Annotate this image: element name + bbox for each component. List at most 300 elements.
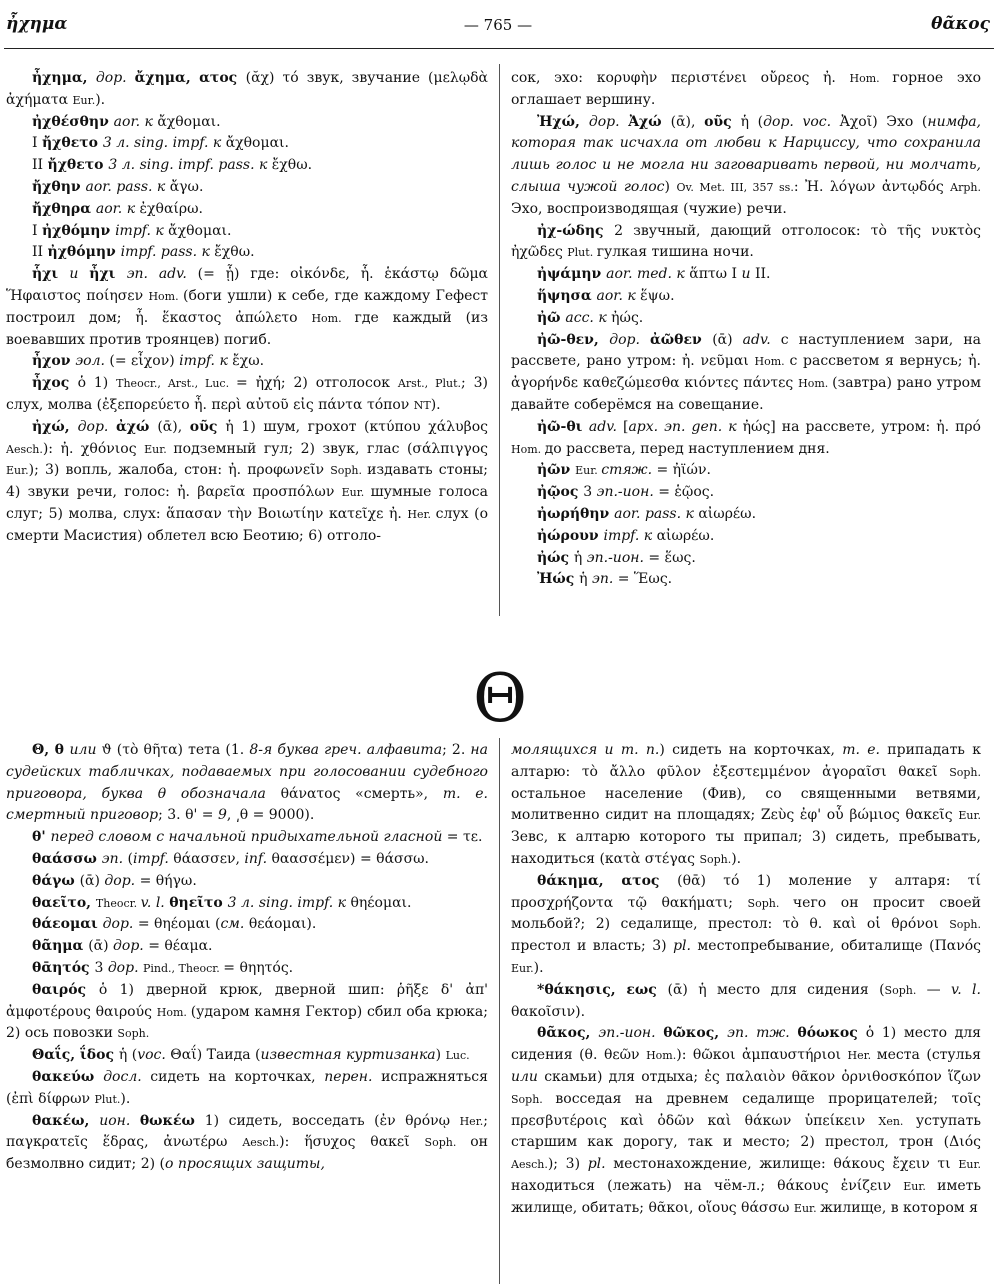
entry-text: эп.-ион. — [586, 549, 649, 566]
entry-text: = Ἕως. — [617, 571, 673, 588]
dictionary-entry — [6, 155, 488, 177]
entry-text: = θηέομαι ( — [137, 916, 221, 933]
entry-text: ἄχθομαι. — [168, 222, 232, 239]
entry-text: (ᾱ), — [670, 113, 705, 130]
source-abbreviation: Eur. — [72, 93, 96, 107]
entry-text: (ᾱ) — [79, 872, 105, 889]
dictionary-entry — [6, 351, 488, 373]
dictionary-entry — [6, 373, 488, 417]
source-abbreviation: Arst., Plut. — [397, 377, 462, 391]
headword: ἠψάμην — [537, 266, 607, 283]
entry-text: θεάομαι). — [248, 916, 317, 933]
entry-text: он безмолвно сидит; 2) ( — [6, 1134, 488, 1173]
entry-text: с наступлением зари, на рассвете, рано утром: ἠ. νεῦμαι — [511, 331, 981, 370]
headword: ἦχι — [89, 266, 127, 283]
entry-text: v. l. — [951, 981, 981, 998]
entry-text: = ἠϊών. — [656, 462, 711, 479]
headword: θάεομαι — [32, 916, 103, 933]
entry-text: (ударом камня Гектор) сбил оба крюка; 2) ось повозки — [6, 1003, 488, 1042]
entry-text: арх. эп. gen. к — [628, 418, 743, 435]
dictionary-entry — [511, 68, 981, 112]
entry-text: нимфа, которая так исчахла от любви к Нарциссу, что сохранила лишь голос и не могла ни заговаривать первой, ни молчать, слыша чужой голос — [511, 113, 981, 195]
source-abbreviation: NT — [413, 398, 431, 412]
headword: θᾶημα — [32, 938, 89, 955]
entry-text: или — [69, 742, 102, 758]
entry-text: дор. — [77, 418, 116, 435]
headword: ἠῷος — [537, 484, 584, 501]
headword: ἠῶ — [537, 309, 566, 326]
entry-text: θακοῖσιν). — [511, 1003, 586, 1020]
entry-text: находиться (лежать) на чём-л.; θάκους ἐνίζειν — [511, 1177, 904, 1194]
page-number: — 765 — — [463, 16, 533, 34]
entry-text: ; 3) слух, молва (ἐξεπορεύετο ἦ. περὶ αὐτοῦ εἰς πάντα τόπον — [6, 375, 488, 413]
source-abbreviation: Hom. — [148, 289, 184, 303]
entry-text: припадать к алтарю: τὸ ἄλλο φῦλον ἐξεστεμμένον ἀγοραῖσι θακεῖ — [511, 742, 981, 780]
source-abbreviation: Soph. — [330, 464, 368, 478]
entry-text: (завтра) рано утром давайте соберёмся на совещание. — [511, 375, 981, 413]
entry-text: эп. — [591, 571, 618, 588]
dictionary-entry — [511, 1023, 981, 1219]
entry-text: (ᾱ), — [157, 418, 190, 435]
dictionary-entry — [6, 740, 488, 827]
entry-text: ; παγκρατεῖς ἕδρας, ἀνωτέρω — [6, 1112, 488, 1151]
entry-text: 3 — [583, 484, 597, 501]
source-abbreviation: Hom. — [511, 442, 545, 456]
entry-text: ); 3) — [547, 1156, 588, 1173]
entry-text: гулкая тишина ночи. — [596, 244, 754, 261]
entry-text: 9 — [218, 807, 227, 824]
dictionary-entry — [511, 482, 981, 504]
dictionary-entry — [511, 264, 981, 286]
entry-text: = θηητός. — [223, 959, 294, 976]
entry-text: ); 3) вопль, жалоба, стон: ἠ. προφωνεῖν — [28, 462, 331, 479]
entry-text: inf. — [244, 850, 272, 867]
entry-text: ). — [533, 959, 544, 976]
running-header — [6, 10, 990, 44]
entry-text: ) сидеть на корточках, — [659, 742, 843, 758]
entry-text: (ᾱ) ἡ место для сидения ( — [667, 981, 885, 998]
entry-text: эп. — [101, 850, 128, 867]
dictionary-entry — [6, 242, 488, 264]
entry-text: дор. — [95, 70, 135, 86]
entry-text: impf. pass. к — [120, 244, 215, 261]
dictionary-entry — [6, 893, 488, 915]
entry-text: дор. voc. — [763, 113, 840, 130]
headword: ἠχθέσθην — [32, 113, 114, 130]
source-abbreviation: Luc. — [445, 1049, 470, 1063]
dictionary-entry — [511, 980, 981, 1024]
headword: ἦχημα, — [32, 70, 96, 86]
entry-text: impf. к — [179, 353, 233, 370]
source-abbreviation: Theocr. — [95, 896, 141, 910]
source-abbreviation: Soph. — [884, 983, 917, 997]
entry-text: adv. — [742, 331, 781, 348]
headword: οῦς — [189, 418, 226, 435]
entry-text: ): ἠ. χθόνιος — [42, 440, 145, 457]
headword: θᾶκος, — [537, 1025, 599, 1042]
headword: Ἀχώ — [628, 113, 671, 130]
headword: οῦς — [704, 113, 741, 130]
entry-text: дор. — [104, 872, 140, 889]
source-abbreviation: Soph. — [949, 918, 981, 932]
entry-text: сок, эхо: κορυφὴν περιστένει οὔρεος ἠ. — [511, 70, 850, 86]
headword: ἠῶν — [537, 462, 576, 479]
headword: ἠχθόμην — [47, 244, 121, 261]
headword: θηεῖτο — [169, 894, 228, 911]
source-abbreviation: Eur. — [958, 809, 981, 823]
bottom-left-column — [6, 740, 488, 1280]
entry-text: т. е. смертный приговор — [6, 785, 488, 824]
entry-text: v. l. — [140, 894, 170, 911]
headword: ἤχθετο — [41, 135, 103, 152]
entry-text: aor. pass. к — [85, 178, 170, 195]
headword: θακεύω — [32, 1068, 104, 1085]
entry-text: θάνατος «смерть», — [280, 785, 443, 802]
entry-text: II — [32, 244, 48, 261]
entry-text: I — [32, 222, 42, 239]
dictionary-entry — [511, 221, 981, 265]
entry-text: ) — [435, 1047, 446, 1064]
entry-text: остальное население (Фив), со священными ветвями, молитвенно сидит на площадях; Ζεὺς ἐφ' οὗ βώμιος θακεῖς — [511, 785, 981, 824]
entry-text: горное эхо оглашает вершину. — [511, 70, 981, 108]
headword: ἦχον — [32, 353, 76, 370]
entry-text: 3 л. sing. impf. к — [227, 894, 351, 911]
column-divider-top — [499, 64, 500, 616]
headword: ἀχώ — [115, 418, 158, 435]
entry-text: = ἠχή; 2) отголосок — [236, 375, 398, 392]
entry-text: ) — [664, 178, 677, 195]
dictionary-entry — [6, 1111, 488, 1176]
entry-text: (= ᾗ) где: οἰκόνδε, ἧ. ἑκάστῳ δῶμα Ἥφαιστος ποίησεν — [6, 266, 488, 304]
headword: *θάκησις, εως — [537, 981, 668, 998]
source-abbreviation: Aesch. — [6, 442, 43, 456]
entry-text: Эхо, воспроизводящая (чужие) речи. — [511, 200, 787, 217]
entry-text: = θέαμα. — [148, 938, 213, 955]
headword: θαάσσω — [32, 850, 102, 867]
entry-text: ἡ ( — [118, 1047, 138, 1064]
entry-text: , ͵θ = 9000). — [226, 807, 315, 824]
dictionary-entry — [6, 871, 488, 893]
entry-text: чего он просит своей мольбой?; 2) седалище, престол: τὸ θ. καὶ οἱ θρόνοι — [511, 894, 981, 933]
dictionary-entry — [511, 460, 981, 482]
source-abbreviation: Hom. — [754, 355, 790, 369]
headword: ἠχώ, — [32, 418, 78, 435]
dictionary-entry — [511, 286, 981, 308]
dictionary-entry — [6, 177, 488, 199]
headword: θάγω — [32, 872, 80, 889]
entry-text: aor. к — [113, 113, 158, 130]
entry-text: (ᾱ) — [712, 331, 743, 348]
headword: θ' — [32, 829, 51, 846]
entry-text: (= εἶχον) — [109, 353, 180, 370]
source-abbreviation: Eur. — [341, 486, 371, 500]
entry-text: ἕψω. — [640, 287, 675, 304]
source-abbreviation: Aesch. — [511, 1158, 548, 1172]
headword: ἠώρουν — [537, 527, 604, 544]
entry-text: ἡ — [579, 571, 592, 588]
headword: Θαΐς, ΐδος — [32, 1047, 119, 1064]
source-abbreviation: Her. — [459, 1114, 484, 1128]
headword: θακέω, — [32, 1112, 100, 1129]
dictionary-entry — [511, 740, 981, 871]
headword: θῶκος, — [663, 1025, 728, 1042]
entry-text: 3 л. sing. impf. pass. к — [108, 157, 272, 174]
headword: θωκέω — [139, 1112, 205, 1129]
dictionary-entry — [6, 264, 488, 351]
entry-text: acc. к — [565, 309, 612, 326]
entry-text: ἄχθομαι. — [157, 113, 221, 130]
headword: Ἠχώ, — [537, 113, 589, 130]
header-right-guide-word: θᾶκος — [931, 14, 990, 34]
entry-text: стяж. — [601, 462, 657, 479]
dictionary-entry — [6, 980, 488, 1045]
headword: ἥψησα — [537, 287, 597, 304]
entry-text: и — [69, 266, 90, 283]
source-abbreviation: Hom. — [646, 1049, 677, 1063]
entry-text: подземный гул; 2) звук, глас (σάλπιγγος — [173, 440, 488, 457]
dictionary-entry — [6, 199, 488, 221]
entry-text: = ἑῷος. — [658, 484, 715, 501]
entry-text: = ἕως. — [648, 549, 696, 566]
source-abbreviation: Soph. — [117, 1027, 150, 1041]
headword: ἠωρήθην — [537, 505, 615, 522]
entry-text: 8-я буква греч. алфавита — [249, 742, 443, 758]
entry-text: ἔχω. — [232, 353, 265, 370]
entry-text: adv. — [588, 418, 623, 435]
header-left-guide-word: ἦχημα — [6, 14, 68, 34]
dictionary-entry — [511, 569, 981, 591]
entry-text: [ — [622, 418, 629, 435]
entry-text: ( — [127, 850, 133, 867]
entry-text: ϑ (τὸ θῆτα) тета (1. — [101, 742, 250, 758]
entry-text: о просящих защиты, — [164, 1156, 325, 1173]
entry-text: места (стулья — [876, 1047, 981, 1064]
headword: ἀῶθεν — [650, 331, 713, 348]
entry-text: ἠώς. — [611, 309, 644, 326]
dictionary-entry — [6, 112, 488, 134]
source-abbreviation: Ov. Met. III, 357 ss. — [676, 180, 794, 194]
dictionary-entry — [511, 417, 981, 461]
entry-text: ἡ — [573, 549, 587, 566]
entry-text: на судейских табличках, подаваемых при голосовании судебного приговора, буква θ обозначала — [6, 742, 488, 802]
entry-text: = θήγω. — [139, 872, 197, 889]
headword: θαιρός — [32, 981, 99, 998]
headword: ἠῶ-θεν, — [537, 331, 610, 348]
entry-text: дор. — [609, 331, 651, 348]
entry-text: II. — [754, 266, 771, 283]
headword: ἤχθηρα — [32, 200, 96, 217]
entry-text: до рассвета, перед наступлением дня. — [544, 440, 830, 457]
headword: θόωκος — [797, 1025, 866, 1042]
entry-text: с рассветом я вернусь; ἠ. ἀγορήνδε καθεζώμεσθα κιόντες πάντες — [511, 353, 981, 392]
source-abbreviation: Eur. — [6, 464, 29, 478]
entry-text: ἡ 1) шум, грохот (κτύπου χάλυβος — [225, 418, 488, 435]
entry-text: ): ἥσυχος θακεῖ — [279, 1134, 425, 1151]
source-abbreviation: Her. — [847, 1049, 877, 1063]
source-abbreviation: Hom. — [798, 377, 833, 391]
entry-text: престол и власть; 3) — [511, 938, 674, 955]
entry-text: pl. — [587, 1156, 614, 1173]
source-abbreviation: Xen. — [878, 1114, 916, 1128]
dictionary-entry — [6, 958, 488, 980]
entry-text: ἄγω. — [169, 178, 204, 195]
entry-text: impf. — [132, 850, 174, 867]
headword: ἠχθόμην — [41, 222, 116, 239]
entry-text: ὁ 1) дверной крюк, дверной шип: ῥῆξε δ' ἀπ' ἀμφοτέρους θαιρούς — [6, 981, 488, 1020]
source-abbreviation: Soph. — [424, 1136, 471, 1150]
section-letter-theta: Θ — [472, 660, 528, 737]
entry-text: aor. med. к — [606, 266, 690, 283]
entry-text: дор. — [113, 938, 149, 955]
entry-text: местонахождение, жилище: θάκους ἔχειν τι — [613, 1156, 959, 1173]
source-abbreviation: Eur. — [903, 1179, 938, 1193]
entry-text: жилище, в котором я — [820, 1199, 978, 1216]
entry-text: ὁ 1) — [77, 375, 117, 392]
entry-text: Ἀχοῖ) Эхо ( — [839, 113, 928, 130]
dictionary-entry — [6, 68, 488, 112]
headword: ἧχι — [32, 266, 70, 283]
source-abbreviation: Pind., Theocr. — [142, 961, 224, 975]
entry-text: impf. к — [115, 222, 169, 239]
entry-text: ἠώς] на рассвете, утром: ἠ. πρό — [742, 418, 981, 435]
entry-text: эп.-ион. — [598, 1025, 664, 1042]
headword: ἠχ-ώδης — [537, 222, 615, 239]
source-abbreviation: Arph. — [950, 180, 981, 194]
entry-text: слух (о смерти Масистия) облетел всю Беотию; 6) отголо- — [6, 505, 488, 544]
entry-text: т. е. — [842, 742, 888, 758]
entry-text: испражняться (ἐπὶ δίφρων — [6, 1068, 488, 1107]
entry-text: ἔχθω. — [214, 244, 255, 261]
source-abbreviation: Soph. — [949, 765, 981, 779]
source-abbreviation: Eur. — [511, 961, 534, 975]
entry-text: иметь жилище, обитать; θᾶκοι, οἵους θάσσω — [511, 1177, 981, 1216]
source-abbreviation: Hom. — [156, 1005, 191, 1019]
entry-text: перен. — [324, 1068, 382, 1085]
source-abbreviation: Theocr., Arst., Luc. — [116, 377, 236, 391]
entry-text: = τε. — [446, 829, 483, 846]
headword: Ἠώς — [537, 571, 580, 588]
entry-text: (θᾱ) τό 1) моление у алтаря: τί προσχρήζοντα τῷ θακήματι; — [511, 872, 981, 911]
entry-text: 1) сидеть, восседать (ἐν θρόνῳ — [204, 1112, 460, 1129]
source-abbreviation: Hom. — [311, 311, 355, 325]
entry-text: ): θῶκοι ἀμπαυστήριοι — [676, 1047, 848, 1064]
source-abbreviation: Eur. — [144, 442, 174, 456]
entry-text: θάασσεν, — [173, 850, 245, 867]
entry-text: (ᾰχ) τό звук, звучание (μελῳδὰ ἀχήματα — [6, 70, 488, 108]
entry-text: эол. — [75, 353, 110, 370]
entry-text: скамьи) для отдыха; ἐς παλαιὸν θᾶκον ὀρνιθοσκόπον ἵζων — [544, 1068, 981, 1085]
dictionary-entry — [6, 827, 488, 849]
headword: ἦχος — [32, 375, 78, 392]
entry-text: 3 — [94, 959, 108, 976]
source-abbreviation: Her. — [407, 507, 436, 521]
entry-text: pl. — [673, 938, 698, 955]
entry-text: ). — [120, 1090, 131, 1107]
entry-text: : Ἠ. λόγων ἀντῳδός — [793, 178, 951, 195]
dictionary-entry — [511, 308, 981, 330]
entry-text: αἰωρέω. — [656, 527, 715, 544]
entry-text: (боги ушли) к себе, где каждому Гефест построил дом; ἧ. ἕκαστος ἀπώλετο — [6, 287, 488, 326]
entry-text: шумные голоса слуг; 5) молва, слух: ἅπασαν τὴν Βοιωτίην κατεῖχε ἠ. — [6, 484, 488, 522]
entry-text: уступать старшим как дорогу, так и место; 2) престол, трон (Διός — [511, 1112, 981, 1151]
entry-text: ; 3. θ' = — [158, 807, 218, 824]
entry-text: aor. к — [596, 287, 641, 304]
entry-text: Θαΐ) Таида ( — [170, 1047, 261, 1064]
entry-text: 2 звучный, дающий отголосок: τὸ τῆς νυκτὸς ἠχῶδες — [511, 222, 981, 261]
entry-text: θαασσέμεν) = θάσσω. — [271, 850, 430, 867]
entry-text: (ᾱ) — [88, 938, 114, 955]
headword: Θ, θ — [32, 742, 70, 758]
dictionary-entry — [6, 221, 488, 243]
entry-text: ἔχθω. — [271, 157, 313, 174]
entry-text: ион. — [99, 1112, 140, 1129]
headword: ἤχθετο — [47, 157, 109, 174]
entry-text: и — [741, 266, 755, 283]
headword: ἄχημα, ατος — [134, 70, 246, 86]
entry-text: издавать стоны; 4) звуки речи, голос: ἠ. βαρεῖα προσπόλων — [6, 462, 488, 501]
source-abbreviation: Plut. — [94, 1092, 121, 1106]
entry-text: ἅπτω I — [689, 266, 742, 283]
entry-text: ἡ ( — [740, 113, 764, 130]
dictionary-entry — [511, 112, 981, 221]
entry-text: ἐχθαίρω. — [139, 200, 203, 217]
entry-text: перед словом с начальной придыхательной гласной — [50, 829, 447, 846]
top-right-column — [511, 68, 981, 616]
entry-text: дор. — [102, 916, 138, 933]
source-abbreviation: Eur. — [958, 1158, 981, 1172]
top-left-column — [6, 68, 488, 616]
dictionary-entry — [6, 417, 488, 548]
dictionary-entry — [6, 914, 488, 936]
entry-text: Зевс, к алтарю которого ты припал; 3) сидеть, пребывать, находиться (κατὰ στέγας — [511, 829, 981, 867]
source-abbreviation: Aesch. — [242, 1136, 280, 1150]
source-abbreviation: Soph. — [747, 896, 793, 910]
entry-text: ; 2. — [442, 742, 471, 758]
entry-text: ). — [731, 850, 742, 867]
dictionary-entry — [6, 936, 488, 958]
entry-text: ). — [95, 91, 106, 108]
source-abbreviation: Soph. — [511, 1092, 556, 1106]
entry-text: где каждый (из воевавших против троянцев) погиб. — [6, 309, 488, 348]
source-abbreviation: Hom. — [849, 72, 893, 85]
entry-text: ἄχθομαι. — [225, 135, 289, 152]
entry-text: — — [916, 981, 952, 998]
source-abbreviation: Eur. — [575, 464, 602, 478]
entry-text: сидеть на корточках, — [150, 1068, 325, 1085]
entry-text: impf. к — [603, 527, 657, 544]
headword: ἠῶ-θι — [537, 418, 589, 435]
dictionary-entry — [6, 1067, 488, 1111]
entry-text: восседая на древнем седалище прорицателей; τοῖς πρεσβυτέροις καὶ ὁδῶν καὶ θάκων ὑπείκειν — [511, 1090, 981, 1129]
entry-text: αἰωρέω. — [698, 505, 757, 522]
headword: θᾱητός — [32, 959, 95, 976]
entry-text: θηέομαι. — [350, 894, 412, 911]
dictionary-entry — [511, 330, 981, 417]
bottom-right-column — [511, 740, 981, 1280]
entry-text: 3 л. sing. impf. к — [102, 135, 226, 152]
entry-text: aor. к — [95, 200, 140, 217]
entry-text: или — [511, 1068, 545, 1085]
entry-text: см. — [220, 916, 249, 933]
headword: θαεῖτο, — [32, 894, 96, 911]
entry-text: II — [32, 157, 48, 174]
dictionary-entry — [6, 1045, 488, 1067]
headword: θάκημα, ατος — [537, 872, 678, 889]
entry-text: молящихся и т. п. — [511, 742, 660, 758]
dictionary-entry — [511, 871, 981, 980]
entry-text: ). — [430, 396, 441, 413]
entry-text: aor. pass. к — [614, 505, 699, 522]
